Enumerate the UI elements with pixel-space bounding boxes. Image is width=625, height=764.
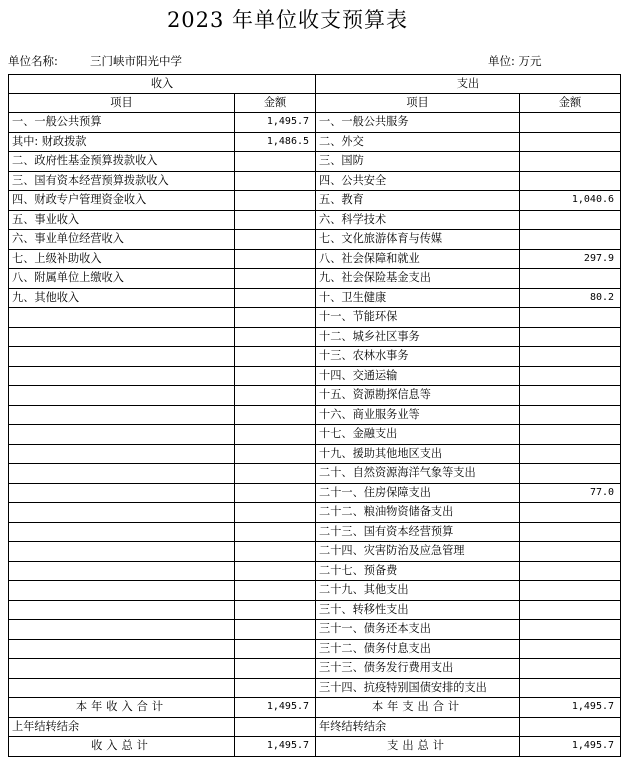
income-item-cell	[9, 659, 235, 679]
expense-amount-cell	[520, 210, 621, 230]
expense-item-cell: 十五、资源勘探信息等	[316, 386, 520, 406]
expense-year-total-amount: 1,495.7	[520, 698, 621, 718]
expense-item-cell: 十九、援助其他地区支出	[316, 444, 520, 464]
income-amount-cell	[235, 561, 316, 581]
table-row	[9, 132, 621, 152]
income-amount-cell	[235, 620, 316, 640]
income-item-header: 项目	[9, 94, 235, 113]
income-amount-cell	[235, 444, 316, 464]
income-item-cell: 一、一般公共预算	[9, 113, 235, 133]
expense-amount-cell	[520, 600, 621, 620]
income-amount-cell	[235, 230, 316, 250]
expense-amount-header: 金额	[520, 94, 621, 113]
income-item-cell: 二、政府性基金预算拨款收入	[9, 152, 235, 172]
expense-item-cell: 二十一、住房保障支出	[316, 483, 520, 503]
income-amount-cell	[235, 210, 316, 230]
income-amount-cell: 1,495.7	[235, 113, 316, 133]
income-item-cell	[9, 386, 235, 406]
income-item-cell	[9, 503, 235, 523]
table-row	[9, 581, 621, 601]
expense-item-cell: 三、国防	[316, 152, 520, 172]
budget-rows	[9, 113, 621, 698]
column-header-row	[9, 94, 621, 113]
expense-amount-cell	[520, 581, 621, 601]
table-row	[9, 639, 621, 659]
expense-item-cell: 六、科学技术	[316, 210, 520, 230]
table-row	[9, 405, 621, 425]
table-row	[9, 503, 621, 523]
carry-in-label: 上年结转结余	[9, 717, 235, 737]
income-amount-cell	[235, 639, 316, 659]
income-amount-cell	[235, 659, 316, 679]
expense-item-cell: 二十三、国有资本经营预算	[316, 522, 520, 542]
expense-item-cell: 十七、金融支出	[316, 425, 520, 445]
expense-amount-cell	[520, 405, 621, 425]
income-item-cell	[9, 405, 235, 425]
expense-item-cell: 十、卫生健康	[316, 288, 520, 308]
table-row	[9, 269, 621, 289]
expense-item-cell: 三十三、债务发行费用支出	[316, 659, 520, 679]
income-amount-cell	[235, 600, 316, 620]
income-item-cell	[9, 620, 235, 640]
expense-amount-cell	[520, 464, 621, 484]
expense-item-cell: 三十四、抗疫特别国债安排的支出	[316, 678, 520, 698]
income-amount-cell	[235, 327, 316, 347]
income-item-cell: 九、其他收入	[9, 288, 235, 308]
income-amount-cell	[235, 522, 316, 542]
table-row	[9, 327, 621, 347]
income-item-cell	[9, 444, 235, 464]
page-title: 2023 年单位收支预算表	[166, 8, 409, 32]
expense-year-total-label: 本年支出合计	[316, 698, 520, 718]
income-item-cell: 八、附属单位上缴收入	[9, 269, 235, 289]
expense-item-cell: 四、公共安全	[316, 171, 520, 191]
income-amount-cell	[235, 249, 316, 269]
table-row	[9, 678, 621, 698]
income-amount-cell	[235, 581, 316, 601]
income-item-cell: 四、财政专户管理资金收入	[9, 191, 235, 211]
income-amount-cell	[235, 464, 316, 484]
income-year-total-label: 本年收入合计	[9, 698, 235, 718]
income-grand-total-label: 收入总计	[9, 737, 235, 757]
expense-amount-cell: 297.9	[520, 249, 621, 269]
table-row	[9, 659, 621, 679]
expense-amount-cell	[520, 171, 621, 191]
table-row	[9, 425, 621, 445]
income-amount-header: 金额	[235, 94, 316, 113]
expense-item-cell: 十三、农林水事务	[316, 347, 520, 367]
year-total-row	[9, 698, 621, 718]
expense-amount-cell	[520, 366, 621, 386]
table-row	[9, 249, 621, 269]
income-amount-cell	[235, 405, 316, 425]
income-amount-cell	[235, 191, 316, 211]
expense-amount-cell	[520, 659, 621, 679]
expense-item-cell: 十六、商业服务业等	[316, 405, 520, 425]
expense-item-header: 项目	[316, 94, 520, 113]
income-year-total-amount: 1,495.7	[235, 698, 316, 718]
income-item-cell: 六、事业单位经营收入	[9, 230, 235, 250]
table-row	[9, 542, 621, 562]
expense-amount-cell: 1,040.6	[520, 191, 621, 211]
expense-item-cell: 二十七、预备费	[316, 561, 520, 581]
table-row	[9, 386, 621, 406]
income-amount-cell	[235, 288, 316, 308]
expense-item-cell: 三十一、债务还本支出	[316, 620, 520, 640]
expense-item-cell: 二十四、灾害防治及应急管理	[316, 542, 520, 562]
income-item-cell: 其中: 财政拨款	[9, 132, 235, 152]
table-row	[9, 522, 621, 542]
expense-amount-cell	[520, 678, 621, 698]
expense-amount-cell	[520, 425, 621, 445]
expense-amount-cell	[520, 444, 621, 464]
income-section-header: 收入	[9, 75, 316, 94]
table-row	[9, 308, 621, 328]
section-header-row	[9, 75, 621, 94]
income-item-cell	[9, 425, 235, 445]
income-amount-cell	[235, 678, 316, 698]
income-item-cell	[9, 308, 235, 328]
income-amount-cell	[235, 308, 316, 328]
unit-name-value: 三门峡市阳光中学	[90, 54, 182, 68]
expense-amount-cell	[520, 113, 621, 133]
income-amount-cell	[235, 503, 316, 523]
unit-info-row	[8, 53, 620, 71]
grand-total-row	[9, 737, 621, 757]
income-amount-cell	[235, 483, 316, 503]
income-item-cell	[9, 483, 235, 503]
income-item-cell	[9, 366, 235, 386]
expense-amount-cell	[520, 347, 621, 367]
carryover-row	[9, 717, 621, 737]
income-item-cell	[9, 678, 235, 698]
expense-amount-cell	[520, 639, 621, 659]
income-amount-cell	[235, 269, 316, 289]
expense-amount-cell	[520, 522, 621, 542]
income-item-cell	[9, 561, 235, 581]
expense-item-cell: 一、一般公共服务	[316, 113, 520, 133]
expense-item-cell: 十二、城乡社区事务	[316, 327, 520, 347]
expense-grand-total-label: 支出总计	[316, 737, 520, 757]
table-row	[9, 171, 621, 191]
income-item-cell: 五、事业收入	[9, 210, 235, 230]
income-item-cell: 三、国有资本经营预算拨款收入	[9, 171, 235, 191]
expense-item-cell: 十一、节能环保	[316, 308, 520, 328]
income-item-cell	[9, 347, 235, 367]
expense-item-cell: 九、社会保险基金支出	[316, 269, 520, 289]
expense-amount-cell	[520, 542, 621, 562]
table-row	[9, 191, 621, 211]
income-item-cell	[9, 327, 235, 347]
income-amount-cell	[235, 171, 316, 191]
table-row	[9, 464, 621, 484]
expense-amount-cell	[520, 327, 621, 347]
income-amount-cell: 1,486.5	[235, 132, 316, 152]
table-row	[9, 113, 621, 133]
income-item-cell	[9, 600, 235, 620]
expense-item-cell: 十四、交通运输	[316, 366, 520, 386]
table-row	[9, 152, 621, 172]
expense-item-cell: 五、教育	[316, 191, 520, 211]
income-item-cell	[9, 542, 235, 562]
income-item-cell	[9, 464, 235, 484]
income-amount-cell	[235, 425, 316, 445]
table-row	[9, 366, 621, 386]
table-row	[9, 288, 621, 308]
table-row	[9, 483, 621, 503]
expense-item-cell: 三十二、债务付息支出	[316, 639, 520, 659]
income-amount-cell	[235, 386, 316, 406]
table-row	[9, 600, 621, 620]
expense-amount-cell	[520, 308, 621, 328]
money-unit-label: 单位: 万元	[488, 54, 542, 68]
table-row	[9, 210, 621, 230]
table-row	[9, 561, 621, 581]
expense-amount-cell	[520, 152, 621, 172]
expense-section-header: 支出	[316, 75, 621, 94]
income-grand-total-amount: 1,495.7	[235, 737, 316, 757]
expense-amount-cell	[520, 503, 621, 523]
carry-out-amount	[520, 717, 621, 737]
expense-amount-cell	[520, 561, 621, 581]
carry-in-amount	[235, 717, 316, 737]
expense-item-cell: 八、社会保障和就业	[316, 249, 520, 269]
expense-amount-cell	[520, 269, 621, 289]
expense-amount-cell	[520, 230, 621, 250]
table-row	[9, 230, 621, 250]
expense-item-cell: 七、文化旅游体育与传媒	[316, 230, 520, 250]
expense-amount-cell: 77.0	[520, 483, 621, 503]
expense-item-cell: 二十二、粮油物资储备支出	[316, 503, 520, 523]
expense-amount-cell: 80.2	[520, 288, 621, 308]
income-item-cell	[9, 581, 235, 601]
expense-item-cell: 二十、自然资源海洋气象等支出	[316, 464, 520, 484]
table-row	[9, 620, 621, 640]
expense-amount-cell	[520, 386, 621, 406]
income-amount-cell	[235, 347, 316, 367]
income-item-cell	[9, 522, 235, 542]
expense-amount-cell	[520, 132, 621, 152]
expense-item-cell: 三十、转移性支出	[316, 600, 520, 620]
income-amount-cell	[235, 152, 316, 172]
expense-grand-total-amount: 1,495.7	[520, 737, 621, 757]
table-row	[9, 444, 621, 464]
expense-item-cell: 二十九、其他支出	[316, 581, 520, 601]
income-amount-cell	[235, 542, 316, 562]
budget-table	[8, 74, 621, 757]
unit-name-label: 单位名称:	[8, 54, 58, 68]
table-row	[9, 347, 621, 367]
carry-out-label: 年终结转结余	[316, 717, 520, 737]
expense-item-cell: 二、外交	[316, 132, 520, 152]
income-item-cell: 七、上级补助收入	[9, 249, 235, 269]
expense-amount-cell	[520, 620, 621, 640]
income-amount-cell	[235, 366, 316, 386]
income-item-cell	[9, 639, 235, 659]
